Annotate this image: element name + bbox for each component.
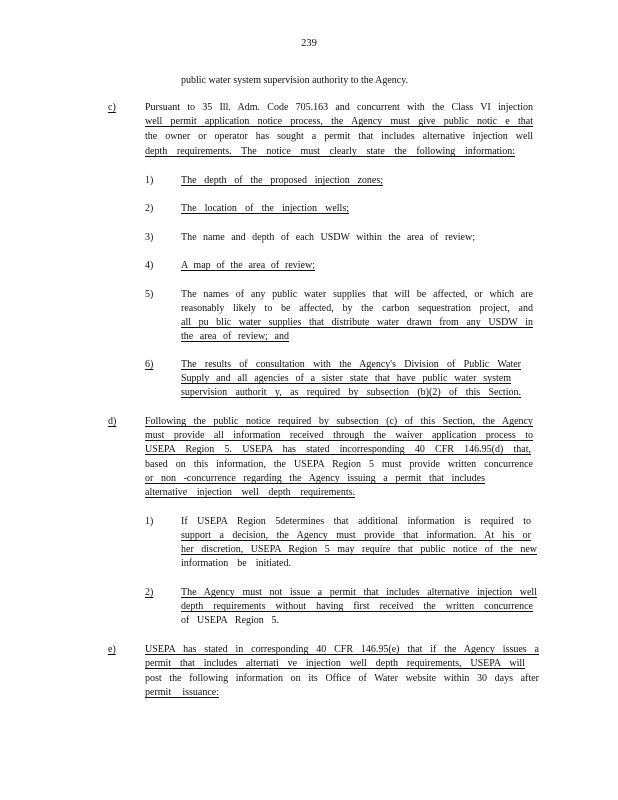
item-c4-text: A map of the area of review; [181, 260, 315, 271]
item-d2-label: 2) [145, 587, 154, 598]
section-c-label: c) [108, 102, 116, 113]
item-c5-line-4: the area of review; and [181, 331, 289, 342]
item-c2-label: 2) [145, 203, 154, 214]
section-d-line-5: or non -concurrence regarding the Agency issuing a permit that includes [145, 473, 485, 484]
item-d2-line-1: The Agency must not issue a permit that includes alternative injection well [181, 587, 537, 598]
item-c6-label: 6) [145, 359, 154, 370]
section-d-label: d) [108, 416, 117, 427]
section-d-line-1: Following the public notice required by subsection (c) of this Section, the Agency [145, 416, 533, 427]
item-d1-label: 1) [145, 516, 154, 527]
section-e-line-2: permit that includes alternati ve injection well depth requirements, USEPA will [145, 658, 525, 669]
item-c5-label: 5) [145, 289, 154, 300]
item-c3-label: 3) [145, 232, 154, 243]
item-d1-line-2: support a decision, the Agency must provide that information. At his or [181, 530, 531, 541]
page-number: 239 [301, 38, 317, 49]
item-c2-text: The location of the injection wells; [181, 203, 349, 214]
section-e-line-4: permit issuance: [145, 687, 219, 698]
section-c-line-3: the owner or operator has sought a permit that includes alternative injection well [145, 131, 533, 142]
section-d-line-2: must provide all information received through the waiver application process to [145, 430, 533, 441]
section-c-line-4: depth requirements. The notice must clearly state the following information: [145, 146, 515, 157]
section-d-line-4: based on this information, the USEPA Region 5 must provide written concurrence [145, 459, 533, 470]
item-c6-line-3: supervision authorit y, as required by subsection (b)(2) of this Section. [181, 387, 521, 398]
section-e-line-3: post the following information on its Office of Water website within 30 days after [145, 673, 539, 684]
item-d1-line-4: information be initiated. [181, 558, 291, 569]
item-d2-line-2: depth requirements without having first received the written concurrence [181, 601, 533, 612]
section-c-line-1: Pursuant to 35 Ill. Adm. Code 705.163 and concurrent with the Class VI injection [145, 102, 533, 113]
section-d-line-6: alternative injection well depth requirements. [145, 487, 355, 498]
item-c1-label: 1) [145, 175, 154, 186]
section-c-line-2: well permit application notice process, the Agency must give public notic e that [145, 116, 533, 127]
item-d1-line-3: her discretion, USEPA Region 5 may require that public notice of the new [181, 544, 537, 555]
item-d2-line-3: of USEPA Region 5. [181, 615, 279, 626]
item-c4-label: 4) [145, 260, 154, 271]
intro-line: public water system supervision authority to the Agency. [181, 75, 409, 86]
item-c6-line-1: The results of consultation with the Agency's Division of Public Water [181, 359, 521, 370]
item-d1-line-1: If USEPA Region 5determines that additional information is required to [181, 516, 531, 527]
item-c5-line-1: The names of any public water supplies that will be affected, or which are [181, 289, 533, 300]
item-c5-line-3: all pu blic water supplies that distribute water drawn from any USDW in [181, 317, 533, 328]
section-e-label: e) [108, 644, 116, 655]
item-c5-line-2: reasonably likely to be affected, by the carbon sequestration project, and [181, 303, 533, 314]
item-c6-line-2: Supply and all agencies of a sister state that have public water system [181, 373, 511, 384]
item-c3-text: The name and depth of each USDW within the area of review; [181, 232, 475, 243]
section-d-line-3: USEPA Region 5. USEPA has stated incorresponding 40 CFR 146.95(d) that, [145, 444, 531, 455]
section-e-line-1: USEPA has stated in corresponding 40 CFR 146.95(e) that if the Agency issues a [145, 644, 539, 655]
item-c1-text: The depth of the proposed injection zones; [181, 175, 383, 186]
